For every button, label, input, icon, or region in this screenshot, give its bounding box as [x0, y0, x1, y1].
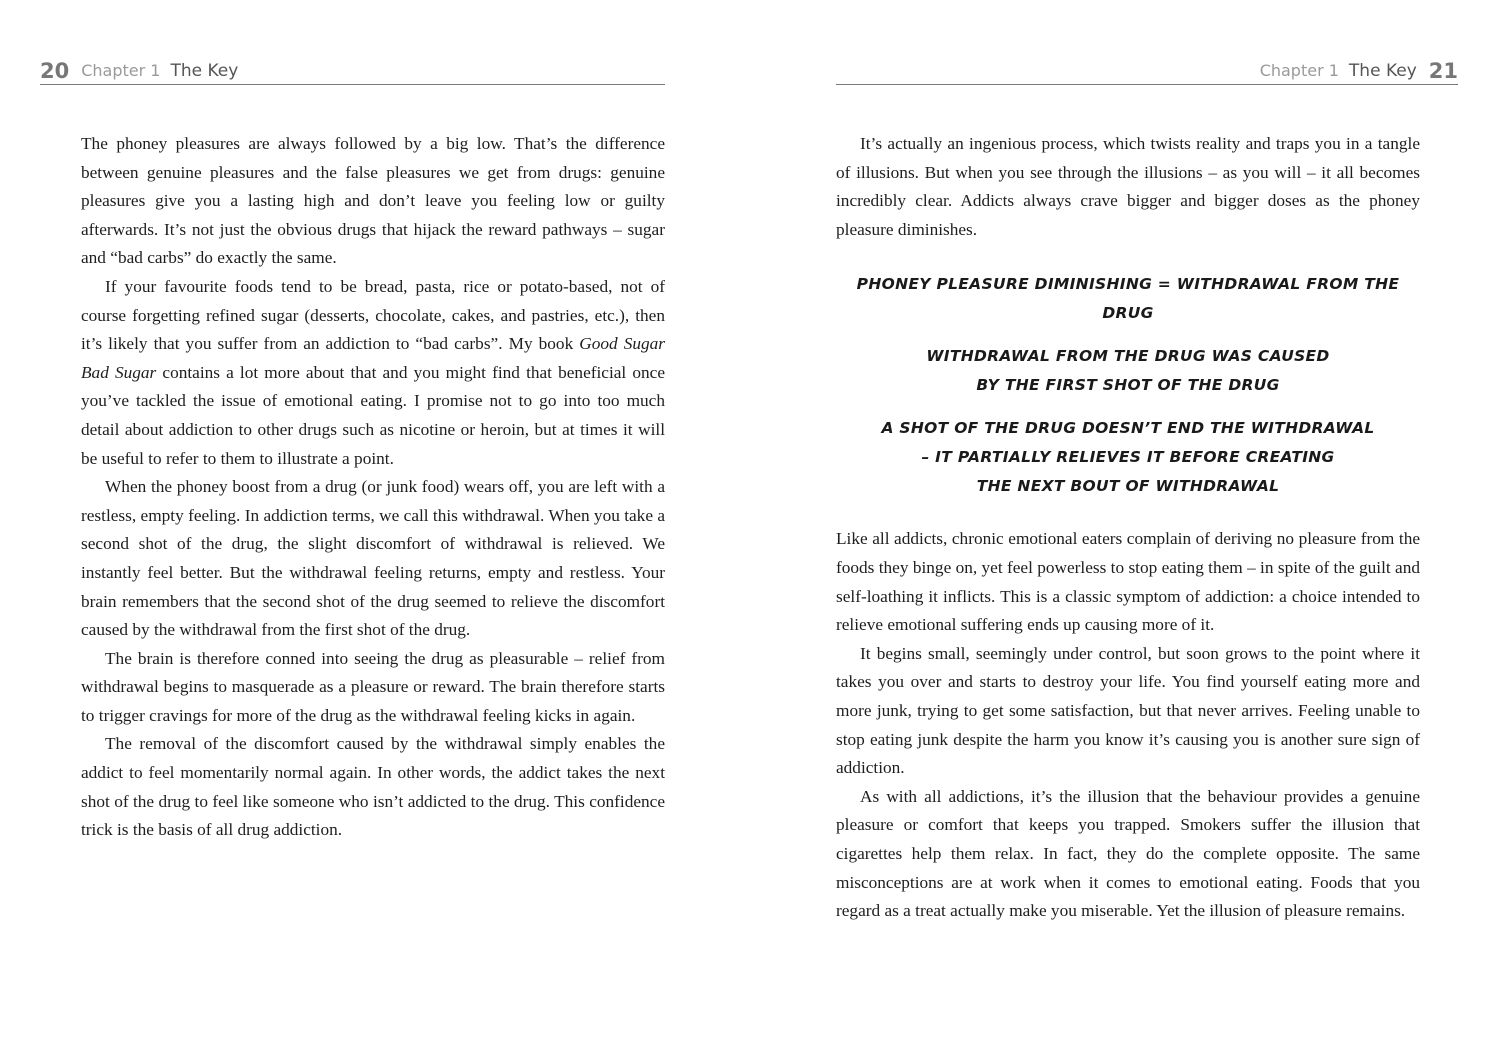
callout	[836, 270, 1420, 328]
paragraph-text: contains a lot more about that and you might find that beneficial once you’ve tackled the issue of emotional eating. I promise not to go into too much detail about addiction to other drugs such as nicotine or heroin, but at times it will be useful to refer to them to illustrate a point.	[81, 362, 665, 468]
callout	[836, 342, 1420, 400]
right-page-number: 21	[1428, 59, 1458, 83]
paragraph: Like all addicts, chronic emotional eaters complain of deriving no pleasure from the foods they binge on, yet feel powerless to stop eating them – in spite of the guilt and self-loathing it inflicts. This is a classic symptom of addiction: a choice intended to relieve emotional suffering ends up causing more of it.	[836, 529, 1420, 635]
paragraph: As with all addictions, it’s the illusion that the behaviour provides a genuine pleasure or comfort that keeps you trapped. Smokers suffer the illusion that cigarettes help them relax. In fact, they do the complete opposite. The same misconceptions are at work when it comes to emotional eating. Foods that you regard as a treat actually make you miserable. Yet the illusion of pleasure remains.	[836, 786, 1420, 921]
book-title: Good Sugar Bad Sugar	[81, 334, 666, 382]
paragraph: It begins small, seemingly under control, but soon grows to the point where it takes you over and starts to destroy your life. You find yourself eating more and more junk, trying to get some satisfaction, but that never arrives. Feeling unable to stop eating junk despite the harm you know it’s causing you is another sure sign of addiction.	[836, 643, 1420, 778]
callout-line: – IT PARTIALLY RELIEVES IT BEFORE CREATING	[921, 448, 1335, 467]
paragraph	[81, 273, 665, 473]
callout-line: THE NEXT BOUT OF WITHDRAWAL	[976, 477, 1280, 496]
left-page-number: 20	[40, 59, 70, 83]
callout-line: A SHOT OF THE DRUG DOESN’T END THE WITHDRAWAL	[881, 419, 1375, 438]
callout	[836, 414, 1420, 501]
right-running-header	[836, 56, 1458, 85]
paragraph: The brain is therefore conned into seeing the drug as pleasurable – relief from withdrawal begins to masquerade as a pleasure or reward. The brain therefore starts to trigger cravings for more of the drug as the withdrawal feeling kicks in again.	[81, 648, 665, 725]
callout-block	[836, 270, 1420, 501]
callout-line: WITHDRAWAL FROM THE DRUG WAS CAUSED	[926, 347, 1330, 366]
paragraph: It’s actually an ingenious process, which twists reality and traps you in a tangle of illusions. But when you see through the illusions – as you will – it all becomes incredibly clear. Addicts always crave bigger and bigger doses as the phoney pleasure diminishes.	[836, 134, 1420, 239]
left-chapter-label: Chapter 1	[81, 61, 161, 80]
paragraph-text: If your favourite foods tend to be bread, pasta, rice or potato-based, not of course forgetting refined sugar (desserts, chocolate, cakes, and pastries, etc.), then it’s likely that you suffer from an addiction to “bad carbs”. My book	[81, 276, 665, 354]
right-page-body	[836, 130, 1420, 926]
callout-line: PHONEY PLEASURE DIMINISHING = WITHDRAWAL FROM THE DRUG	[856, 275, 1400, 323]
right-chapter-label: Chapter 1	[1259, 61, 1339, 80]
paragraph: The phoney pleasures are always followed by a big low. That’s the difference between genuine pleasures and the false pleasures we get from drugs: genuine pleasures give you a lasting high and don’t leave you feeling low or guilty afterwards. It’s not just the obvious drugs that hijack the reward pathways – sugar and “bad carbs” do exactly the same.	[81, 134, 665, 268]
paragraph: The removal of the discomfort caused by the withdrawal simply enables the addict to feel momentarily normal again. In other words, the addict takes the next shot of the drug to feel like someone who isn’t addicted to the drug. This confidence trick is the basis of all drug addiction.	[81, 734, 665, 840]
left-page-body	[81, 130, 665, 845]
left-chapter-title: The Key	[170, 61, 239, 81]
left-running-header	[40, 56, 665, 85]
callout-line: BY THE FIRST SHOT OF THE DRUG	[976, 376, 1280, 395]
paragraph: When the phoney boost from a drug (or junk food) wears off, you are left with a restless, empty feeling. In addiction terms, we call this withdrawal. When you take a second shot of the drug, the slight discomfort of withdrawal is relieved. We instantly feel better. But the withdrawal feeling returns, empty and restless. Your brain remembers that the second shot of the drug seemed to relieve the discomfort caused by the withdrawal from the first shot of the drug.	[81, 477, 665, 640]
right-chapter-title: The Key	[1348, 61, 1417, 81]
